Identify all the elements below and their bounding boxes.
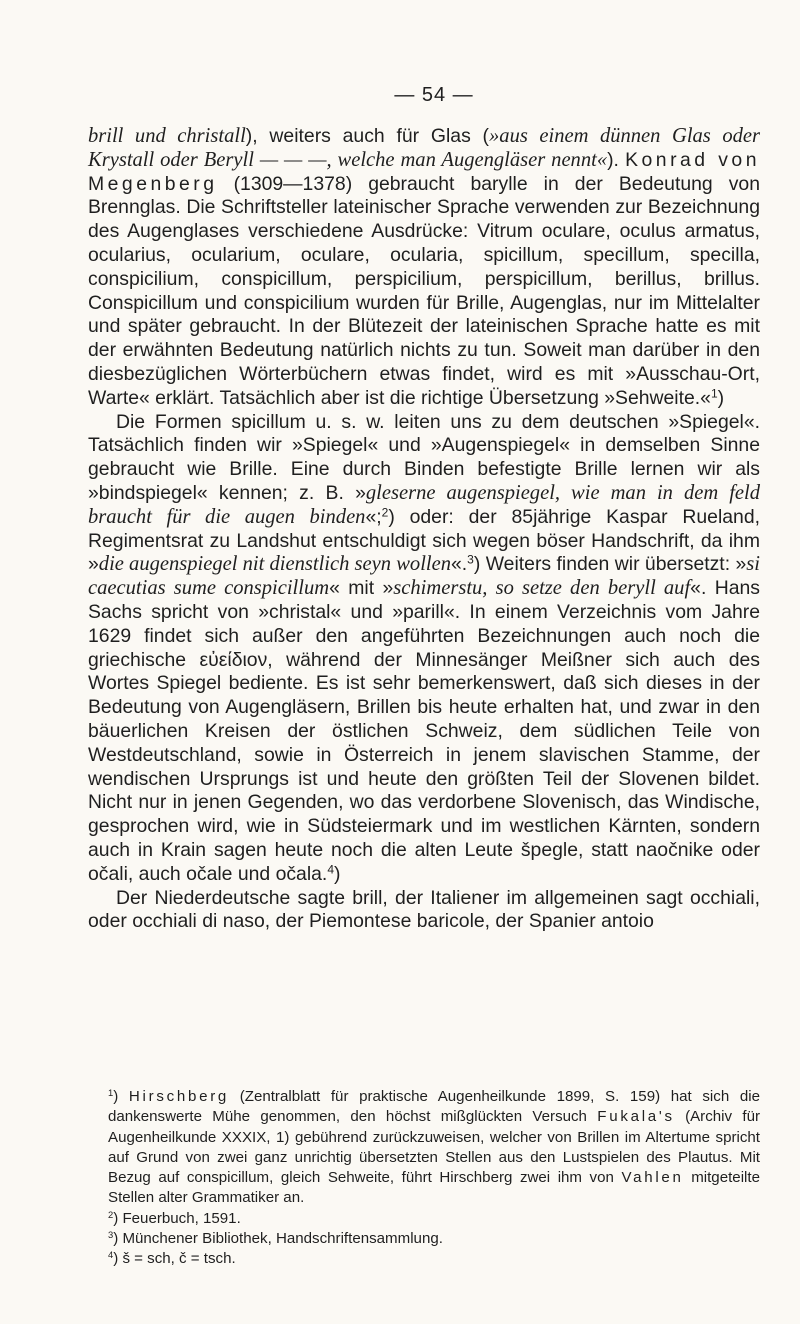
page-number: — 54 — <box>394 84 474 106</box>
footnote-marker: 2 <box>108 1209 114 1220</box>
footnote-marker: 3 <box>108 1229 114 1240</box>
italic-run: schimerstu, so setze den beryll auf <box>393 577 691 600</box>
spaced-name: Fukala's <box>597 1108 675 1126</box>
footnote <box>88 1229 760 1249</box>
text-run: ), weiters auch für Glas ( <box>245 125 490 147</box>
text-run: (1309—1378) gebraucht barylle in der Bedeutung von Brennglas. Die Schriftsteller lateinischer Sprache verwenden zur Bezeichnung des Augenglases verschiedene Ausdrücke: Vitrum oculare, oculus armatus, ocularius, ocularium, oculare, ocularia, spicillum, specillum, specilla, conspicilium, conspicillum, perspicilium, perspicillum, berillus, brillus. Conspicillum und conspicilium wurden für Brille, Augenglas, nur im Mittelalter und später gebraucht. In der Blütezeit der lateinischen Sprache hatte es mit der erwähnten Bedeutung natürlich nichts zu tun. Soweit man darüber in den diesbezüglichen Wörterbüchern etwas findet, wird es mit »Ausschau-Ort, Warte« erklärt. Tatsächlich aber ist die richtige Übersetzung »Sehweite.« <box>88 172 760 409</box>
text-run: «. <box>451 553 468 576</box>
spaced-name: Hirschberg <box>128 1088 230 1105</box>
paragraph <box>88 125 760 411</box>
italic-run: »aus einem dünnen Glas oder Krystall oder Beryll — — —, welche man Augengläser nennt« <box>88 125 761 171</box>
footnote-marker: 1 <box>108 1087 114 1098</box>
text-run: «. Hans Sachs spricht von »christal« und »parill«. In einem Verzeichnis vom Jahre 1629 findet sich außer den angeführten Bezeichnungen auch noch die griechische εὐείδιον, während der Minnesänger Meißner sich auch des Wortes Spiegel bediente. Es ist sehr bemerkenswert, daß sich dieses in der Bedeutung von Augengläsern, Brillen bis heute erhalten hat, und zwar in den bäuerlichen Kreisen der östlichen Schweiz, dem südlichen Teile von Westdeutschland, sowie in Österreich in jenem slavischen Stamme, der wendischen Ursprungs ist und heute den größten Teil der Slovenen bildet. Nicht nur in jenen Gegenden, wo das verdorbene Slovenisch, das Windische, gesprochen wird, wie in Südsteiermark und im westlichen Kärnten, sondern auch in Krain sagen heute noch die alten Leute špegle, statt naočnike oder očali, auch očale und očala. <box>88 577 760 885</box>
italic-run: brill und christall <box>88 125 246 147</box>
text-run: ) oder: der 85jährige Kaspar Rueland, Regimentsrat zu Landshut entschuldigt sich wegen böser Handschrift, da ihm » <box>88 505 761 576</box>
text-run: ) <box>334 862 341 885</box>
text-run: Die Formen spicillum u. s. w. leiten uns zu dem deutschen »Spiegel«. Tatsächlich finden wir »Spiegel« und »Augenspiegel« in demselben Sinne gebraucht wie Brille. Eine durch Binden befestigte Brille lernen wir als »bindspiegel« kennen; z. B. » <box>88 410 760 504</box>
text-run: ) Weiters finden wir übersetzt: » <box>473 553 747 576</box>
footnote <box>88 1249 760 1269</box>
paragraph <box>88 411 760 887</box>
spaced-name: Vahlen <box>621 1169 684 1187</box>
footnote-marker: 4 <box>327 862 335 877</box>
footnote-marker: 4 <box>108 1250 114 1261</box>
footnote <box>88 1087 760 1209</box>
text-run: « mit » <box>329 577 394 600</box>
text-run: ) Feuerbuch, 1591. <box>113 1209 241 1227</box>
footnotes <box>88 1087 760 1270</box>
text-run: ) <box>717 386 725 409</box>
paragraph <box>88 887 760 935</box>
text-run: mitgeteilte Stellen alter Grammatiker an. <box>108 1169 760 1207</box>
italic-run: die augenspiegel nit dienstlich seyn wollen <box>98 553 451 576</box>
footnote <box>88 1209 760 1229</box>
footnote-marker: 2 <box>381 505 389 520</box>
text-run: (Zentralblatt für praktische Augenheilkunde 1899, S. 159) hat sich die dankenswerte Mühe genommen, den höchst mißglückten Versuch <box>108 1088 760 1126</box>
footnote-marker: 3 <box>467 552 474 567</box>
footnote-marker: 1 <box>710 386 718 401</box>
spaced-name: Konrad von Megenberg <box>88 148 760 195</box>
text-run: (Archiv für Augenheilkunde XXXIX, 1) gebührend zurückzuweisen, welcher von Brillen im Altertume spricht auf Grund von zwei ganz unrichtig übersetzten Stellen aus den Lustspielen des Plautus. Mit Bezug auf conspicillum, gleich Sehweite, führt Hirschberg zwei ihm von <box>108 1108 760 1187</box>
italic-run: si caecutias sume conspicillum <box>88 553 760 600</box>
text-run: ) š = sch, č = tsch. <box>113 1250 236 1268</box>
text-run: ). <box>607 148 626 171</box>
text-run: ) Münchener Bibliothek, Handschriftensammlung. <box>113 1230 443 1248</box>
italic-run: gleserne augenspiegel, wie man in dem feld braucht für die augen binden <box>88 481 761 528</box>
text-run: Der Niederdeutsche sagte brill, der Italiener im allgemeinen sagt occhiali, oder occhiali di naso, der Piemontese baricole, der Spanier antoio <box>88 886 760 933</box>
text-run: «; <box>365 505 382 528</box>
body-text <box>88 125 760 934</box>
text-run: ) <box>113 1088 129 1105</box>
